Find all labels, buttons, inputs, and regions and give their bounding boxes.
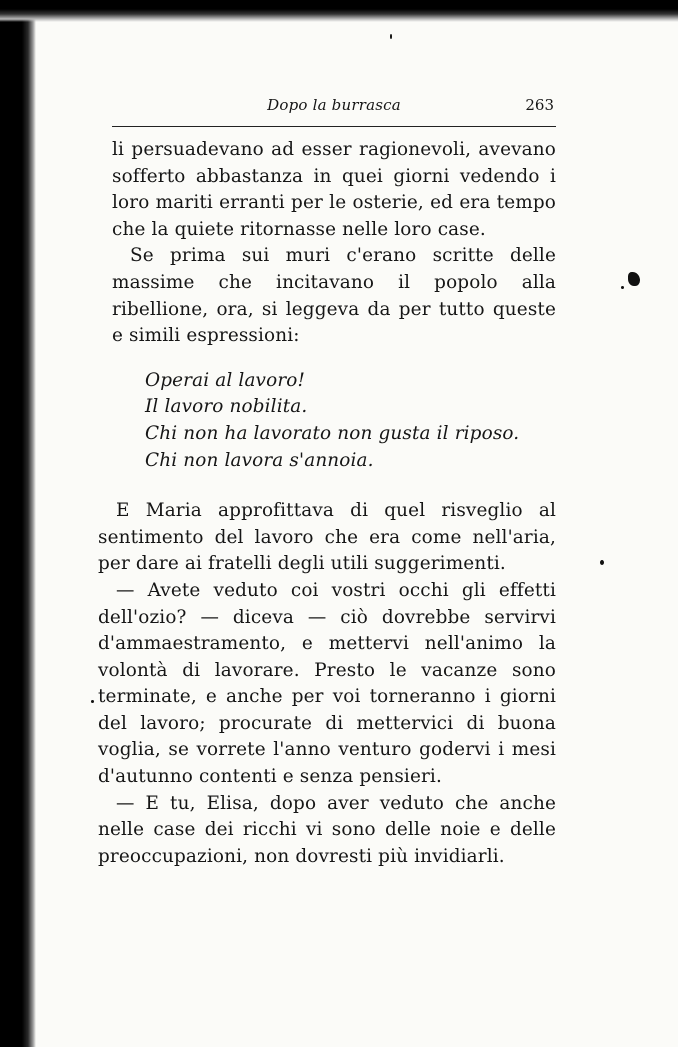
quote-line: Operai al lavoro! — [145, 369, 306, 391]
page-header — [112, 96, 556, 126]
quote-line: Chi non ha lavorato non gusta il riposo. — [145, 422, 520, 444]
scan-speck — [600, 560, 604, 565]
text-block — [98, 498, 556, 870]
quoted-expressions — [112, 368, 556, 474]
paragraph: — E tu, Elisa, dopo aver veduto che anche nelle case dei ricchi vi sono delle noie e delle preoccupazioni, non dovresti più invidiarli. — [98, 792, 556, 867]
scan-top-edge — [0, 0, 678, 22]
header-rule — [112, 126, 556, 127]
scan-speck — [621, 286, 624, 289]
paragraph: — Avete veduto coi vostri occhi gli effetti dell'ozio? — diceva — ciò dovrebbe servirvi d'ammaestramento, e mettervi nell'animo la volontà di lavorare. Presto le vacanze sono terminate, e anche per voi torneranno i giorni del lavoro; procurate di mettervici di buona voglia, se vorrete l'anno venturo godervi i mesi d'autunno contenti e senza pensieri. — [98, 579, 556, 788]
scan-speck — [91, 700, 94, 703]
page-number: 263 — [525, 96, 554, 114]
scan-speck — [628, 272, 640, 286]
paragraph: li persuadevano ad esser ragionevoli, avevano sofferto abbastanza in quei giorni vedendo i loro mariti erranti per le osterie, ed era tempo che la quiete ritornasse nelle loro case. — [112, 139, 556, 240]
paragraph: Se prima sui muri c'erano scritte delle massime che incitavano il popolo alla ribellione, ora, si leggeva da per tutto queste e simili espressioni: — [112, 245, 556, 347]
running-title: Dopo la burrasca — [267, 96, 401, 114]
quote-line: Il lavoro nobilita. — [145, 396, 308, 418]
quote-line: Chi non lavora s'annoia. — [145, 449, 374, 471]
page-body — [98, 137, 556, 870]
paragraph: E Maria approfittava di quel risveglio al sentimento del lavoro che era come nell'aria, per dare ai fratelli degli utili suggerimenti. — [98, 500, 556, 575]
scan-left-edge — [0, 0, 36, 1047]
scan-speck — [390, 34, 392, 39]
